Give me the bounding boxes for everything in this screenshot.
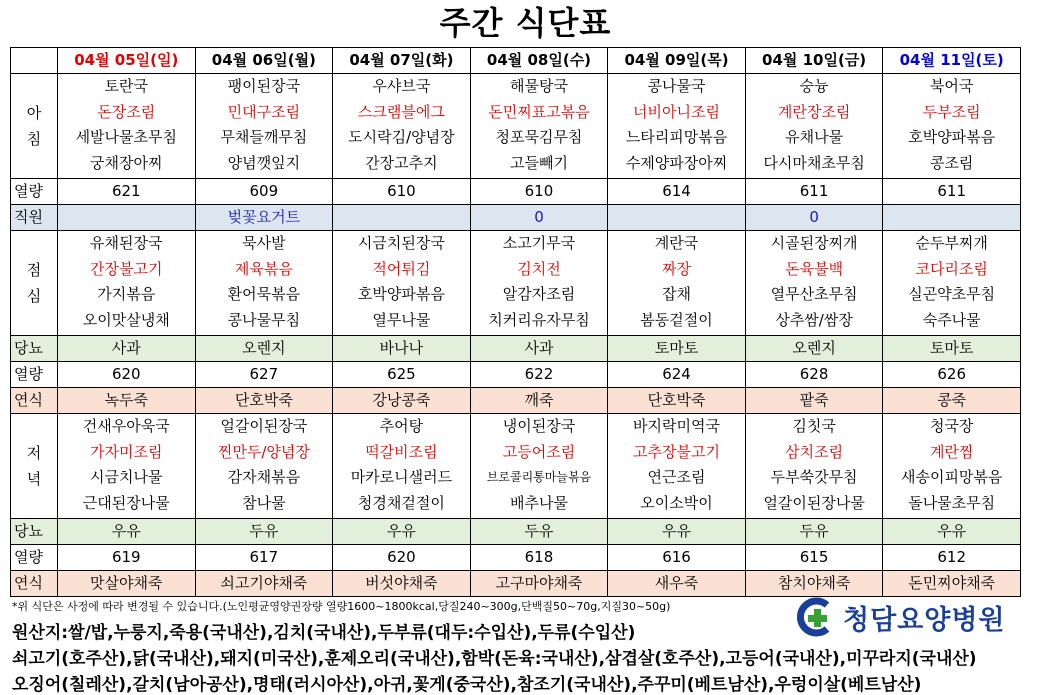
lunch-dish: 간장불고기 xyxy=(90,259,163,278)
lunch-label xyxy=(11,231,58,336)
dinner-cell xyxy=(745,414,883,519)
hospital-logo xyxy=(797,597,1027,637)
lunch-snack-cell: 단호박죽 xyxy=(608,388,746,414)
breakfast-dish: 양념깻잎지 xyxy=(227,153,301,172)
breakfast-dish: 무채들깨무침 xyxy=(220,128,308,146)
lunch-dish: 유채된장국 xyxy=(90,234,163,252)
dinner-label-char: 저 xyxy=(26,444,42,462)
staff-snack-cell: 0 xyxy=(745,205,883,231)
lunch-cell xyxy=(195,231,333,336)
breakfast-dish: 유채나물 xyxy=(785,128,844,146)
breakfast-cell xyxy=(195,74,333,179)
breakfast-dish: 스크램블에그 xyxy=(357,102,445,121)
lunch-dish: 짜장 xyxy=(662,259,692,278)
lunch-snack-cell: 깨죽 xyxy=(470,388,608,414)
dinner-diabetic-cell: 두유 xyxy=(195,519,333,545)
lunch-cell xyxy=(58,231,196,336)
lunch-dish: 호박양파볶음 xyxy=(357,285,445,303)
breakfast-calories-cell: 621 xyxy=(58,179,196,205)
dinner-snack-cell: 고구마야채죽 xyxy=(470,571,608,597)
day-header: 04월 07일(화) xyxy=(333,48,471,74)
lunch-cell xyxy=(470,231,608,336)
dinner-dish: 떡갈비조림 xyxy=(365,442,438,461)
breakfast-cell xyxy=(58,74,196,179)
staff-snack-cell xyxy=(333,205,471,231)
dinner-dish: 오이소박이 xyxy=(640,493,713,512)
dinner-dish: 가자미조림 xyxy=(90,442,163,461)
dinner-dish: 추어탕 xyxy=(379,417,424,435)
dinner-dish: 연근조림 xyxy=(647,468,706,486)
dinner-cell xyxy=(58,414,196,519)
dinner-dish: 돌나물초무침 xyxy=(908,493,996,512)
origin-line-2: 쇠고기(호주산),닭(국내산),돼지(미국산),훈제오리(국내산),함박(돈육:국내산),삼겹살(호주산),고등어(국내산),미꾸라지(국내산) xyxy=(12,649,977,669)
lunch-calories-cell: 626 xyxy=(883,362,1021,388)
lunch-diabetic-cell: 오렌지 xyxy=(745,336,883,362)
lunch-dish: 실곤약초무침 xyxy=(908,285,996,303)
dinner-calories-cell: 617 xyxy=(195,545,333,571)
dinner-snack-cell: 참치야채죽 xyxy=(745,571,883,597)
dinner-dish: 김칫국 xyxy=(792,417,836,435)
dinner-cell xyxy=(883,414,1021,519)
lunch-dish: 오이맛살냉채 xyxy=(82,310,170,329)
dinner-dish: 계란찜 xyxy=(929,442,974,461)
lunch-dish: 알감자조림 xyxy=(502,285,576,303)
lunch-snack-cell: 단호박죽 xyxy=(195,388,333,414)
lunch-snack-label: 연식 xyxy=(11,388,58,414)
lunch-dish: 치커리유자무침 xyxy=(488,310,590,329)
dinner-dish: 고등어조림 xyxy=(502,442,576,461)
lunch-dish: 환어묵볶음 xyxy=(227,285,301,303)
breakfast-calories-label: 열량 xyxy=(11,179,58,205)
lunch-diabetic-cell: 바나나 xyxy=(333,336,471,362)
lunch-dish: 시금치된장국 xyxy=(357,234,445,252)
lunch-dish: 열무산초무침 xyxy=(770,285,858,303)
dinner-snack-cell: 새우죽 xyxy=(608,571,746,597)
breakfast-dish: 다시마채초무침 xyxy=(763,153,865,172)
dinner-dish: 바지락미역국 xyxy=(633,417,720,435)
dinner-dish: 브로콜리통마늘볶음 xyxy=(486,470,592,484)
dinner-dish: 시금치나물 xyxy=(90,468,163,486)
dinner-label-char: 녁 xyxy=(26,470,42,488)
breakfast-dish: 청포묵김무침 xyxy=(495,128,583,146)
lunch-snack-cell: 강낭콩죽 xyxy=(333,388,471,414)
dinner-diabetic-cell: 우유 xyxy=(333,519,471,545)
dinner-label xyxy=(11,414,58,519)
dinner-dish: 새송이피망볶음 xyxy=(900,468,1003,486)
lunch-diabetic-cell: 사과 xyxy=(470,336,608,362)
page-title: 주간 식단표 xyxy=(439,4,612,42)
lunch-dish: 시골된장찌개 xyxy=(770,234,858,252)
lunch-dish: 숙주나물 xyxy=(922,310,981,329)
lunch-calories-cell: 624 xyxy=(608,362,746,388)
weekly-menu-table xyxy=(10,47,1021,597)
day-header: 04월 10일(금) xyxy=(745,48,883,74)
lunch-diabetic-cell: 토마토 xyxy=(608,336,746,362)
staff-snack-cell xyxy=(58,205,196,231)
dinner-calories-cell: 618 xyxy=(470,545,608,571)
lunch-cell xyxy=(608,231,746,336)
breakfast-dish: 돈민찌표고볶음 xyxy=(488,102,590,121)
lunch-dish: 소고기무국 xyxy=(502,234,576,252)
dinner-dish: 두부쑥갓무침 xyxy=(770,468,858,486)
breakfast-dish: 간장고추지 xyxy=(365,153,438,172)
breakfast-dish: 콩나물국 xyxy=(647,77,706,95)
lunch-cell xyxy=(333,231,471,336)
day-header: 04월 09일(목) xyxy=(608,48,746,74)
breakfast-dish: 호박양파볶음 xyxy=(908,128,996,146)
lunch-dish: 봄동겉절이 xyxy=(640,310,713,329)
dinner-dish: 건새우아욱국 xyxy=(82,417,170,435)
lunch-dish: 적어튀김 xyxy=(372,259,431,278)
lunch-calories-cell: 620 xyxy=(58,362,196,388)
dinner-diabetic-label: 당뇨 xyxy=(11,519,58,545)
breakfast-label-char: 침 xyxy=(26,130,42,148)
day-header: 04월 11일(토) xyxy=(883,48,1021,74)
dinner-dish: 찐만두/양념장 xyxy=(217,442,310,461)
dinner-dish: 청국장 xyxy=(929,417,974,435)
breakfast-cell xyxy=(470,74,608,179)
breakfast-dish: 숭늉 xyxy=(799,77,829,95)
dinner-snack-cell: 쇠고기야채죽 xyxy=(195,571,333,597)
breakfast-dish: 궁채장아찌 xyxy=(90,153,163,172)
breakfast-dish: 계란장조림 xyxy=(777,102,851,121)
lunch-dish: 김치전 xyxy=(517,259,561,278)
breakfast-dish: 도시락김/양념장 xyxy=(348,128,455,146)
hospital-logo-icon xyxy=(797,597,837,637)
lunch-dish: 제육볶음 xyxy=(234,259,293,278)
breakfast-cell xyxy=(745,74,883,179)
dinner-diabetic-cell: 두유 xyxy=(470,519,608,545)
lunch-dish: 열무나물 xyxy=(372,310,431,329)
lunch-dish: 가지볶음 xyxy=(97,285,156,303)
lunch-label-char: 점 xyxy=(26,261,42,279)
lunch-dish: 돈육불백 xyxy=(785,259,844,278)
lunch-dish: 상추쌈/쌈장 xyxy=(775,310,853,329)
dinner-dish: 배추나물 xyxy=(509,493,568,512)
dinner-calories-cell: 615 xyxy=(745,545,883,571)
dinner-dish: 참나물 xyxy=(242,493,286,512)
breakfast-dish: 고들빼기 xyxy=(509,153,568,172)
lunch-snack-cell: 녹두죽 xyxy=(58,388,196,414)
origin-line-3: 오징어(칠레산),갈치(남아공산),명태(러시아산),아귀,꽃게(중국산),참조기(국내산),주꾸미(베트남산),우렁이살(베트남산) xyxy=(12,675,922,695)
breakfast-dish: 느타리피망볶음 xyxy=(625,128,728,146)
breakfast-dish: 토란국 xyxy=(104,77,149,95)
lunch-dish: 묵사발 xyxy=(242,234,286,252)
lunch-dish: 잡채 xyxy=(662,285,692,303)
lunch-calories-cell: 628 xyxy=(745,362,883,388)
breakfast-label-char: 아 xyxy=(26,104,42,122)
dinner-calories-cell: 620 xyxy=(333,545,471,571)
lunch-dish: 순두부찌개 xyxy=(915,234,988,252)
day-header: 04월 06일(월) xyxy=(195,48,333,74)
dinner-diabetic-cell: 우유 xyxy=(608,519,746,545)
breakfast-dish: 북어국 xyxy=(929,77,974,95)
lunch-calories-cell: 627 xyxy=(195,362,333,388)
breakfast-dish: 팽이된장국 xyxy=(227,77,301,95)
dinner-calories-label: 열량 xyxy=(11,545,58,571)
dinner-diabetic-cell: 두유 xyxy=(745,519,883,545)
lunch-snack-cell: 콩죽 xyxy=(883,388,1021,414)
dinner-snack-cell: 돈민찌야채죽 xyxy=(883,571,1021,597)
lunch-diabetic-cell: 토마토 xyxy=(883,336,1021,362)
breakfast-dish: 우샤브국 xyxy=(372,77,431,95)
breakfast-calories-cell: 611 xyxy=(883,179,1021,205)
lunch-cell xyxy=(883,231,1021,336)
lunch-dish: 계란국 xyxy=(654,234,699,252)
dinner-snack-label: 연식 xyxy=(11,571,58,597)
lunch-dish: 콩나물무침 xyxy=(227,310,301,329)
dinner-dish: 냉이된장국 xyxy=(502,417,576,435)
breakfast-cell xyxy=(333,74,471,179)
breakfast-calories-cell: 611 xyxy=(745,179,883,205)
origin-line-1: 원산지:쌀/밥,누룽지,죽용(국내산),김치(국내산),두부류(대두:수입산),두류(수입산) xyxy=(12,623,636,643)
staff-snack-cell: 0 xyxy=(470,205,608,231)
dinner-snack-cell: 버섯야채죽 xyxy=(333,571,471,597)
breakfast-dish: 너비아니조림 xyxy=(633,102,720,121)
dinner-calories-cell: 612 xyxy=(883,545,1021,571)
header-corner xyxy=(11,48,58,74)
dinner-dish: 마카로니샐러드 xyxy=(350,468,453,486)
lunch-diabetic-cell: 오렌지 xyxy=(195,336,333,362)
dinner-cell xyxy=(333,414,471,519)
lunch-cell xyxy=(745,231,883,336)
dinner-snack-cell: 맛살야채죽 xyxy=(58,571,196,597)
lunch-diabetic-label: 당뇨 xyxy=(11,336,58,362)
breakfast-label xyxy=(11,74,58,179)
dinner-diabetic-cell: 우유 xyxy=(883,519,1021,545)
breakfast-dish: 콩조림 xyxy=(929,153,974,172)
breakfast-calories-cell: 609 xyxy=(195,179,333,205)
breakfast-dish: 두부조림 xyxy=(922,102,981,121)
dinner-dish: 얼갈이된장국 xyxy=(220,417,308,435)
lunch-label-char: 심 xyxy=(26,287,42,305)
lunch-diabetic-cell: 사과 xyxy=(58,336,196,362)
breakfast-dish: 해물탕국 xyxy=(509,77,568,95)
breakfast-calories-cell: 610 xyxy=(333,179,471,205)
dinner-dish: 얼갈이된장나물 xyxy=(763,493,865,512)
dinner-dish: 근대된장나물 xyxy=(82,493,170,512)
breakfast-dish: 세발나물초무침 xyxy=(75,128,177,146)
lunch-calories-cell: 622 xyxy=(470,362,608,388)
day-header: 04월 08일(수) xyxy=(470,48,608,74)
lunch-calories-cell: 625 xyxy=(333,362,471,388)
dinner-diabetic-cell: 우유 xyxy=(58,519,196,545)
breakfast-dish: 돈장조림 xyxy=(97,102,156,121)
dinner-cell xyxy=(470,414,608,519)
breakfast-cell xyxy=(883,74,1021,179)
breakfast-cell xyxy=(608,74,746,179)
breakfast-dish: 수제양파장아찌 xyxy=(625,153,728,172)
lunch-dish: 코다리조림 xyxy=(915,259,988,278)
dinner-dish: 삼치조림 xyxy=(785,442,844,461)
staff-snack-label: 직원 xyxy=(11,205,58,231)
hospital-logo-text: 청담요양병원 xyxy=(843,604,1006,636)
dinner-dish: 고추장불고기 xyxy=(633,442,720,461)
staff-snack-cell: 벚꽃요거트 xyxy=(195,205,333,231)
lunch-calories-label: 열량 xyxy=(11,362,58,388)
day-header: 04월 05일(일) xyxy=(58,48,196,74)
staff-snack-cell xyxy=(608,205,746,231)
dinner-dish: 감자채볶음 xyxy=(227,468,301,486)
dinner-calories-cell: 619 xyxy=(58,545,196,571)
dinner-cell xyxy=(608,414,746,519)
staff-snack-cell xyxy=(883,205,1021,231)
breakfast-calories-cell: 614 xyxy=(608,179,746,205)
breakfast-calories-cell: 610 xyxy=(470,179,608,205)
lunch-snack-cell: 팥죽 xyxy=(745,388,883,414)
dinner-calories-cell: 616 xyxy=(608,545,746,571)
breakfast-dish: 민대구조림 xyxy=(227,102,301,121)
nutrition-note: *위 식단은 사정에 따라 변경될 수 있습니다.(노인평균영양권장량 열량1600~1800kcal,당질240~300g,단백질50~70g,지질30~50g) xyxy=(12,600,671,613)
dinner-cell xyxy=(195,414,333,519)
dinner-dish: 청경채겉절이 xyxy=(357,493,445,512)
